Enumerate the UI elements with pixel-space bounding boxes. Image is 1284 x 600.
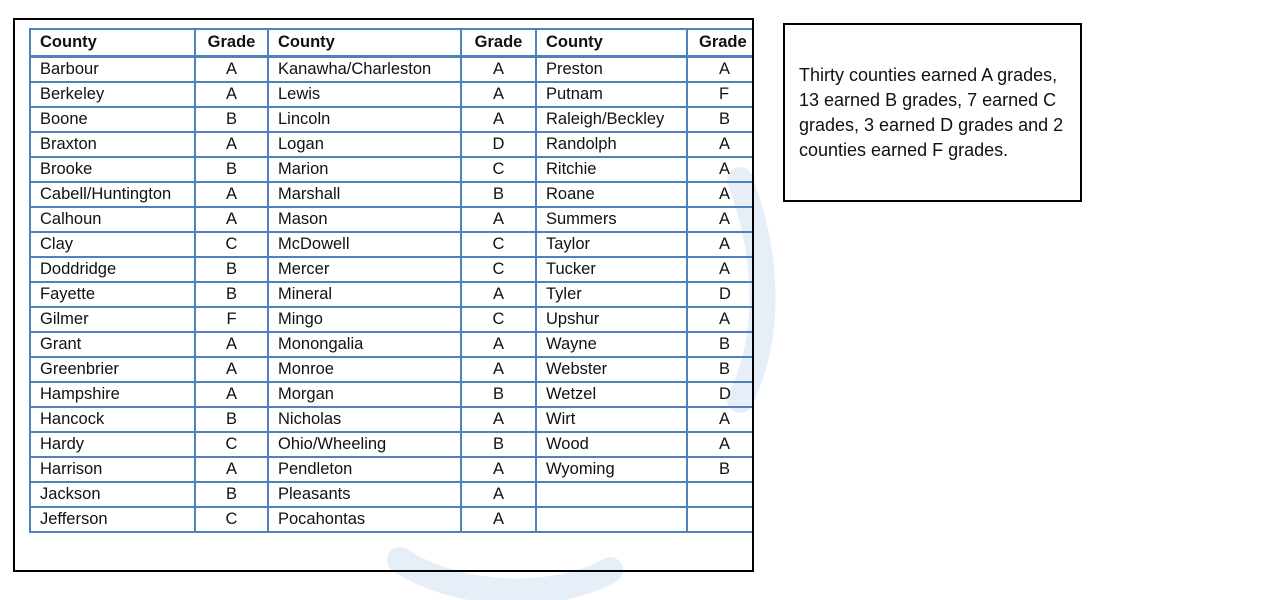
- county-cell: Mason: [268, 207, 461, 232]
- county-cell: Jefferson: [30, 507, 195, 532]
- grade-cell: A: [461, 457, 536, 482]
- county-cell: Pendleton: [268, 457, 461, 482]
- table-row: [30, 57, 754, 83]
- grade-cell: A: [687, 207, 754, 232]
- grade-cell: A: [687, 407, 754, 432]
- grade-cell: A: [195, 382, 268, 407]
- table-row: [30, 232, 754, 257]
- county-cell: Jackson: [30, 482, 195, 507]
- table-row: [30, 157, 754, 182]
- grade-cell: D: [687, 282, 754, 307]
- county-cell: Doddridge: [30, 257, 195, 282]
- table-row: [30, 307, 754, 332]
- grade-cell: [687, 482, 754, 507]
- grade-cell: C: [195, 507, 268, 532]
- table-header-row: [30, 29, 754, 57]
- county-cell: Wirt: [536, 407, 687, 432]
- county-cell: Braxton: [30, 132, 195, 157]
- county-cell: Mingo: [268, 307, 461, 332]
- county-cell: McDowell: [268, 232, 461, 257]
- county-cell: Pleasants: [268, 482, 461, 507]
- column-header-county: County: [536, 29, 687, 57]
- county-cell: Tyler: [536, 282, 687, 307]
- table-row: [30, 207, 754, 232]
- grade-cell: F: [687, 82, 754, 107]
- county-cell: [536, 507, 687, 532]
- grades-table-frame: [13, 18, 754, 572]
- column-header-grade: Grade: [687, 29, 754, 57]
- grade-cell: A: [461, 357, 536, 382]
- grade-cell: B: [195, 157, 268, 182]
- grade-cell: B: [195, 482, 268, 507]
- grade-cell: C: [461, 232, 536, 257]
- grade-cell: B: [461, 382, 536, 407]
- table-body: [30, 57, 754, 533]
- grade-cell: B: [195, 407, 268, 432]
- county-cell: Webster: [536, 357, 687, 382]
- county-cell: Ohio/Wheeling: [268, 432, 461, 457]
- grade-cell: A: [687, 232, 754, 257]
- county-cell: Monongalia: [268, 332, 461, 357]
- grade-cell: A: [195, 132, 268, 157]
- county-cell: Harrison: [30, 457, 195, 482]
- county-cell: Greenbrier: [30, 357, 195, 382]
- grade-cell: B: [195, 282, 268, 307]
- grade-cell: B: [195, 107, 268, 132]
- county-cell: Putnam: [536, 82, 687, 107]
- county-cell: [536, 482, 687, 507]
- grade-cell: D: [461, 132, 536, 157]
- county-cell: Wyoming: [536, 457, 687, 482]
- county-cell: Brooke: [30, 157, 195, 182]
- grade-cell: A: [461, 482, 536, 507]
- grade-cell: B: [461, 432, 536, 457]
- table-row: [30, 257, 754, 282]
- county-cell: Gilmer: [30, 307, 195, 332]
- table-row: [30, 332, 754, 357]
- grade-cell: C: [195, 432, 268, 457]
- county-cell: Taylor: [536, 232, 687, 257]
- county-cell: Raleigh/Beckley: [536, 107, 687, 132]
- grade-cell: A: [461, 332, 536, 357]
- grade-cell: F: [195, 307, 268, 332]
- county-grades-table: [29, 28, 754, 533]
- table-row: [30, 482, 754, 507]
- grade-cell: A: [195, 182, 268, 207]
- grade-cell: D: [687, 382, 754, 407]
- county-cell: Summers: [536, 207, 687, 232]
- grade-cell: B: [461, 182, 536, 207]
- table-row: [30, 407, 754, 432]
- grade-cell: B: [687, 457, 754, 482]
- column-header-county: County: [268, 29, 461, 57]
- county-cell: Randolph: [536, 132, 687, 157]
- grade-cell: B: [195, 257, 268, 282]
- summary-note-text: Thirty counties earned A grades, 13 earned B grades, 7 earned C grades, 3 earned D grades and 2 counties earned F grades.: [799, 65, 1064, 160]
- grade-cell: C: [461, 257, 536, 282]
- table-row: [30, 82, 754, 107]
- county-cell: Monroe: [268, 357, 461, 382]
- grade-cell: B: [687, 107, 754, 132]
- county-cell: Pocahontas: [268, 507, 461, 532]
- column-header-county: County: [30, 29, 195, 57]
- grade-cell: A: [461, 507, 536, 532]
- county-cell: Boone: [30, 107, 195, 132]
- grade-cell: A: [461, 282, 536, 307]
- grade-cell: A: [687, 157, 754, 182]
- grade-cell: A: [195, 82, 268, 107]
- grade-cell: A: [461, 57, 536, 83]
- county-cell: Ritchie: [536, 157, 687, 182]
- grade-cell: C: [461, 307, 536, 332]
- county-cell: Lincoln: [268, 107, 461, 132]
- county-cell: Calhoun: [30, 207, 195, 232]
- grade-cell: A: [461, 107, 536, 132]
- grade-cell: A: [687, 57, 754, 83]
- table-row: [30, 507, 754, 532]
- county-cell: Clay: [30, 232, 195, 257]
- county-cell: Logan: [268, 132, 461, 157]
- summary-note-box: [783, 23, 1082, 202]
- county-cell: Cabell/Huntington: [30, 182, 195, 207]
- table-row: [30, 432, 754, 457]
- table-row: [30, 457, 754, 482]
- table-row: [30, 182, 754, 207]
- grade-cell: [687, 507, 754, 532]
- table-row: [30, 132, 754, 157]
- county-cell: Tucker: [536, 257, 687, 282]
- county-cell: Hardy: [30, 432, 195, 457]
- grade-cell: C: [461, 157, 536, 182]
- county-cell: Mineral: [268, 282, 461, 307]
- county-cell: Lewis: [268, 82, 461, 107]
- county-cell: Kanawha/Charleston: [268, 57, 461, 83]
- county-cell: Berkeley: [30, 82, 195, 107]
- grade-cell: A: [687, 257, 754, 282]
- county-cell: Wetzel: [536, 382, 687, 407]
- grade-cell: A: [195, 207, 268, 232]
- table-row: [30, 107, 754, 132]
- county-cell: Wayne: [536, 332, 687, 357]
- grade-cell: A: [687, 307, 754, 332]
- grade-cell: C: [195, 232, 268, 257]
- county-cell: Fayette: [30, 282, 195, 307]
- grade-cell: A: [461, 207, 536, 232]
- grade-cell: A: [461, 82, 536, 107]
- grade-cell: A: [687, 432, 754, 457]
- county-cell: Nicholas: [268, 407, 461, 432]
- county-cell: Hampshire: [30, 382, 195, 407]
- county-cell: Morgan: [268, 382, 461, 407]
- grade-cell: B: [687, 357, 754, 382]
- county-cell: Wood: [536, 432, 687, 457]
- county-cell: Upshur: [536, 307, 687, 332]
- grades-table-viewport[interactable]: [29, 28, 754, 565]
- column-header-grade: Grade: [195, 29, 268, 57]
- grade-cell: A: [195, 57, 268, 83]
- grade-cell: A: [195, 457, 268, 482]
- county-cell: Mercer: [268, 257, 461, 282]
- county-cell: Barbour: [30, 57, 195, 83]
- table-row: [30, 357, 754, 382]
- county-cell: Hancock: [30, 407, 195, 432]
- grade-cell: A: [195, 357, 268, 382]
- grade-cell: B: [687, 332, 754, 357]
- county-cell: Marion: [268, 157, 461, 182]
- table-row: [30, 282, 754, 307]
- column-header-grade: Grade: [461, 29, 536, 57]
- county-cell: Grant: [30, 332, 195, 357]
- table-row: [30, 382, 754, 407]
- grade-cell: A: [461, 407, 536, 432]
- county-cell: Roane: [536, 182, 687, 207]
- county-cell: Preston: [536, 57, 687, 83]
- county-cell: Marshall: [268, 182, 461, 207]
- grade-cell: A: [195, 332, 268, 357]
- grade-cell: A: [687, 182, 754, 207]
- grade-cell: A: [687, 132, 754, 157]
